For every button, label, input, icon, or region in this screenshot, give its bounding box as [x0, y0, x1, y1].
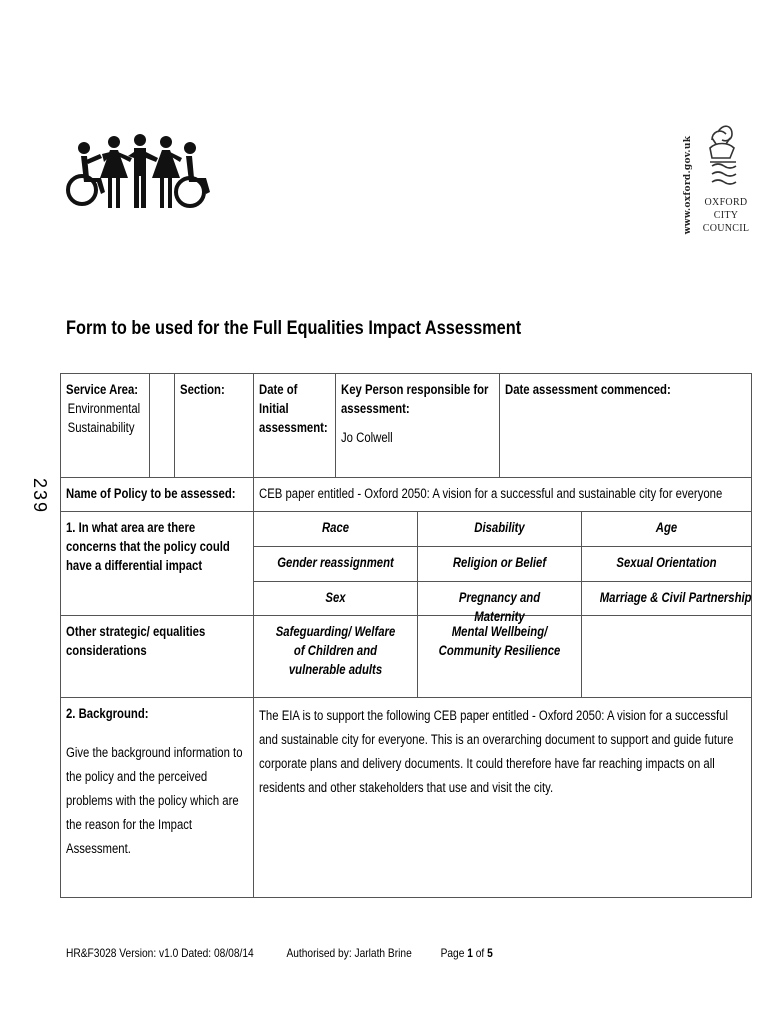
background-text-cell: [254, 698, 752, 898]
concern-area-cell: [418, 547, 582, 582]
concern-area-cell: [582, 582, 752, 616]
concern-area-cell: [582, 547, 752, 582]
concern-gender-reassignment: Gender reassignment: [277, 555, 394, 570]
policy-value: CEB paper entitled - Oxford 2050: A vision for a successful and sustainable city for everyone: [259, 486, 723, 501]
page-footer: [66, 946, 493, 960]
service-area-cell: [61, 374, 150, 478]
concern-religion-belief: Religion or Belief: [452, 555, 547, 570]
other-considerations-label-cell: [61, 616, 254, 698]
concern-sex: Sex: [325, 590, 346, 605]
service-area-label: Service Area:: [66, 382, 139, 397]
key-person-value: Jo Colwell: [341, 430, 393, 445]
service-area-value: Environmental Sustainability: [67, 401, 141, 435]
page-total: 5: [487, 946, 493, 960]
date-commenced-cell: [500, 374, 752, 478]
council-name-line: OXFORD: [704, 197, 748, 208]
date-initial-label: Date of Initial assessment:: [259, 382, 328, 435]
authorised-by: Authorised by: Jarlath Brine: [286, 946, 412, 960]
concern-area-cell: [254, 512, 418, 547]
concern-pregnancy-maternity: Pregnancy and Maternity: [458, 590, 541, 624]
equalities-people-logo: [66, 128, 214, 216]
concern-sexual-orientation: Sexual Orientation: [616, 555, 717, 570]
council-name-line: COUNCIL: [702, 223, 750, 234]
council-website: www.oxford.gov.uk: [683, 135, 693, 235]
concern-race: Race: [321, 520, 350, 535]
background-text: The EIA is to support the following CEB paper entitled - Oxford 2050: A vision for a successful and sustainable city for everyone. This is an overarching document to support and guide future corporate plans and delivery documents. It could therefore have far reaching impacts on all residents and other stakeholders that use and visit the city.: [259, 708, 734, 795]
section-label: Section:: [180, 382, 225, 397]
consideration-safeguarding: Safeguarding/ Welfare of Children and vulnerable adults: [275, 624, 396, 677]
concern-marriage-civil-partnership: Marriage & Civil Partnership: [599, 590, 752, 605]
concerns-label-cell: [61, 512, 254, 616]
form-reference: HR&F3028 Version: v1.0 Dated: 08/08/14: [66, 946, 254, 960]
other-consideration-cell: [254, 616, 418, 698]
page-of: of: [472, 946, 488, 960]
page-prefix: Page: [440, 946, 468, 960]
spacer-cell: [150, 374, 175, 478]
page-current: 1: [467, 946, 473, 960]
background-help: Give the background information to the policy and the perceived problems with the policy which are the reason for the Impact Assessment.: [66, 745, 243, 856]
concerns-label: 1. In what area are there concerns that the policy could have a differential impact: [66, 520, 230, 573]
empty-cell: [582, 616, 752, 698]
background-label: 2. Background:: [66, 706, 149, 721]
policy-label-cell: [61, 478, 254, 512]
other-considerations-label: Other strategic/ equalities considerations: [66, 624, 206, 658]
concern-area-cell: [418, 582, 582, 624]
council-name: [698, 196, 754, 235]
concern-area-cell: [582, 512, 752, 547]
side-page-number: 239: [30, 477, 50, 515]
concern-area-cell: [254, 582, 418, 616]
concern-disability: Disability: [474, 520, 525, 535]
section-cell: [175, 374, 254, 478]
consideration-mental-wellbeing: Mental Wellbeing/ Community Resilience: [438, 624, 561, 658]
page-indicator: [441, 946, 493, 960]
concern-age: Age: [655, 520, 678, 535]
date-commenced-label: Date assessment commenced:: [505, 382, 671, 397]
concern-area-cell: [418, 512, 582, 547]
background-label-cell: [61, 698, 254, 898]
page-title: Form to be used for the Full Equalities Impact Assessment: [66, 318, 522, 339]
key-person-cell: [336, 374, 500, 478]
other-consideration-cell: [418, 616, 582, 698]
policy-label: Name of Policy to be assessed:: [66, 486, 236, 501]
date-initial-cell: [254, 374, 336, 478]
key-person-label: Key Person responsible for assessment:: [341, 382, 489, 416]
council-name-line: CITY: [713, 210, 739, 221]
concern-area-cell: [254, 547, 418, 582]
policy-value-cell: [254, 478, 752, 512]
